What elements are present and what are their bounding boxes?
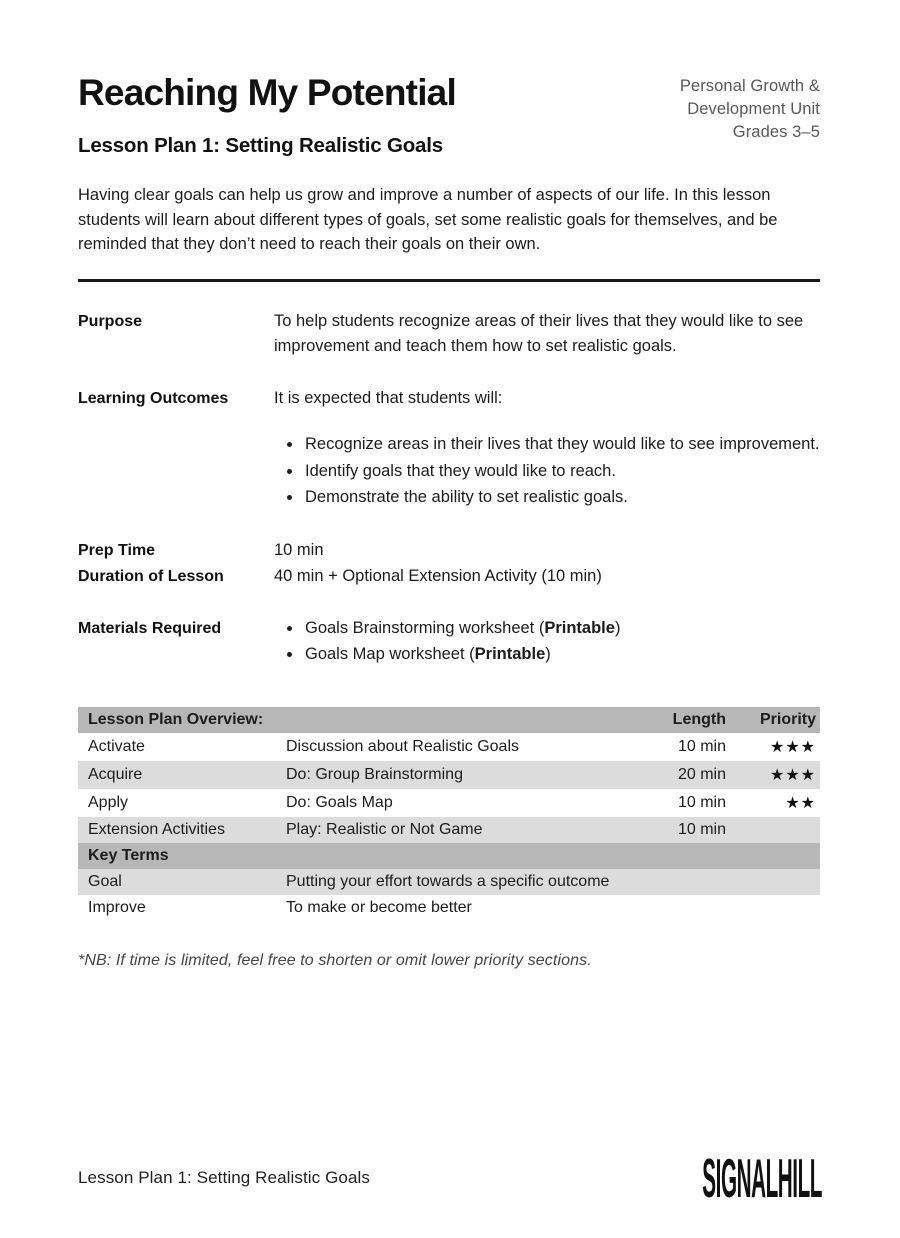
duration-value: 40 min + Optional Extension Activity (10 min) [274,567,602,586]
materials-label: Materials Required [78,620,222,638]
details-section [78,309,820,668]
term-definition: Putting your effort towards a specific outcome [286,872,610,890]
row-label: Extension Activities [88,820,225,838]
table-row [78,733,820,761]
page-header [78,72,820,158]
table-row [78,817,820,843]
row-length: 10 min [677,793,726,811]
material-bold: Printable [544,619,615,638]
table-row [78,761,820,789]
unit-line-2: Development Unit [687,99,820,118]
row-label: Activate [88,737,145,755]
purpose-text: To help students recognize areas of their lives that they would like to see improvement and teach them how to set realistic goals. [274,312,804,355]
row-description: Play: Realistic or Not Game [286,820,483,838]
priority-stars: ★★ [785,794,816,812]
key-terms-title: Key Terms [88,846,169,864]
material-text: ) [545,645,551,664]
table-header-row [78,707,820,733]
row-description: Do: Goals Map [286,793,393,811]
material-item [303,616,820,641]
table-title: Lesson Plan Overview: [88,710,264,728]
term-label: Goal [88,872,122,890]
material-text: Goals Brainstorming worksheet ( [305,619,545,638]
material-text: ) [614,619,621,638]
term-label: Improve [88,898,146,916]
length-column-header: Length [672,710,726,728]
material-bold: Printable [474,645,546,664]
outcomes-intro: It is expected that students will: [274,388,503,407]
learning-outcomes-content [274,386,820,511]
material-text: Goals Map worksheet ( [305,645,475,664]
outcome-item: • Identify goals that they would like to reach. [303,459,820,484]
key-term-row [78,869,820,895]
purpose-row [78,309,820,359]
row-label: Acquire [88,765,143,783]
unit-line-1: Personal Growth & [679,77,820,95]
outcome-item: • Demonstrate the ability to set realistic goals. [303,485,820,510]
unit-line-3: Grades 3–5 [732,122,820,141]
document-title: Reaching My Potential [78,72,456,113]
row-description: Discussion about Realistic Goals [286,737,519,755]
prep-time-label: Prep Time [78,541,156,559]
row-label: Apply [88,793,129,811]
materials-list [274,616,820,667]
priority-stars: ★★★ [769,738,816,756]
learning-outcomes-label: Learning Outcomes [78,389,229,407]
materials-content [274,616,820,668]
priority-column-header: Priority [759,710,816,728]
material-item [303,642,820,667]
row-length: 20 min [677,765,726,783]
key-terms-header-row [78,843,820,869]
lesson-plan-page [0,72,900,970]
footer-lesson-title: Lesson Plan 1: Setting Realistic Goals [78,1168,371,1187]
purpose-label: Purpose [78,313,143,331]
table-row [78,789,820,817]
priority-stars: ★★★ [769,766,816,784]
term-definition: To make or become better [286,898,472,916]
outcome-item: • Recognize areas in their lives that they would like to see improvement. [303,432,820,457]
prep-time-row [78,538,820,563]
outcomes-list [274,432,820,509]
learning-outcomes-row [78,386,820,511]
row-description: Do: Group Brainstorming [286,765,463,783]
key-term-row [78,895,820,921]
priority-stars [726,826,820,834]
page-footer [78,1147,822,1209]
duration-label: Duration of Lesson [78,568,224,586]
unit-info [680,75,820,143]
intro-paragraph: Having clear goals can help us grow and improve a number of aspects of our life. In this lesson students will learn about different types of goals, set some realistic goals for themselves, and be reminded that they don’t need to reach their goals on their own. [78,186,778,253]
row-length: 10 min [677,737,726,755]
lesson-subtitle: Lesson Plan 1: Setting Realistic Goals [78,134,443,158]
signalhill-logo [556,1147,822,1209]
materials-row [78,616,820,668]
signalhill-wordmark: SIGNALHILL [702,1147,822,1209]
prep-time-value: 10 min [274,540,324,559]
nb-note: *NB: If time is limited, feel free to shorten or omit lower priority sections. [78,952,592,970]
lesson-plan-overview-table [78,707,820,921]
title-block [78,72,456,158]
row-length: 10 min [677,820,726,838]
divider-rule [78,279,820,282]
duration-row [78,564,820,589]
